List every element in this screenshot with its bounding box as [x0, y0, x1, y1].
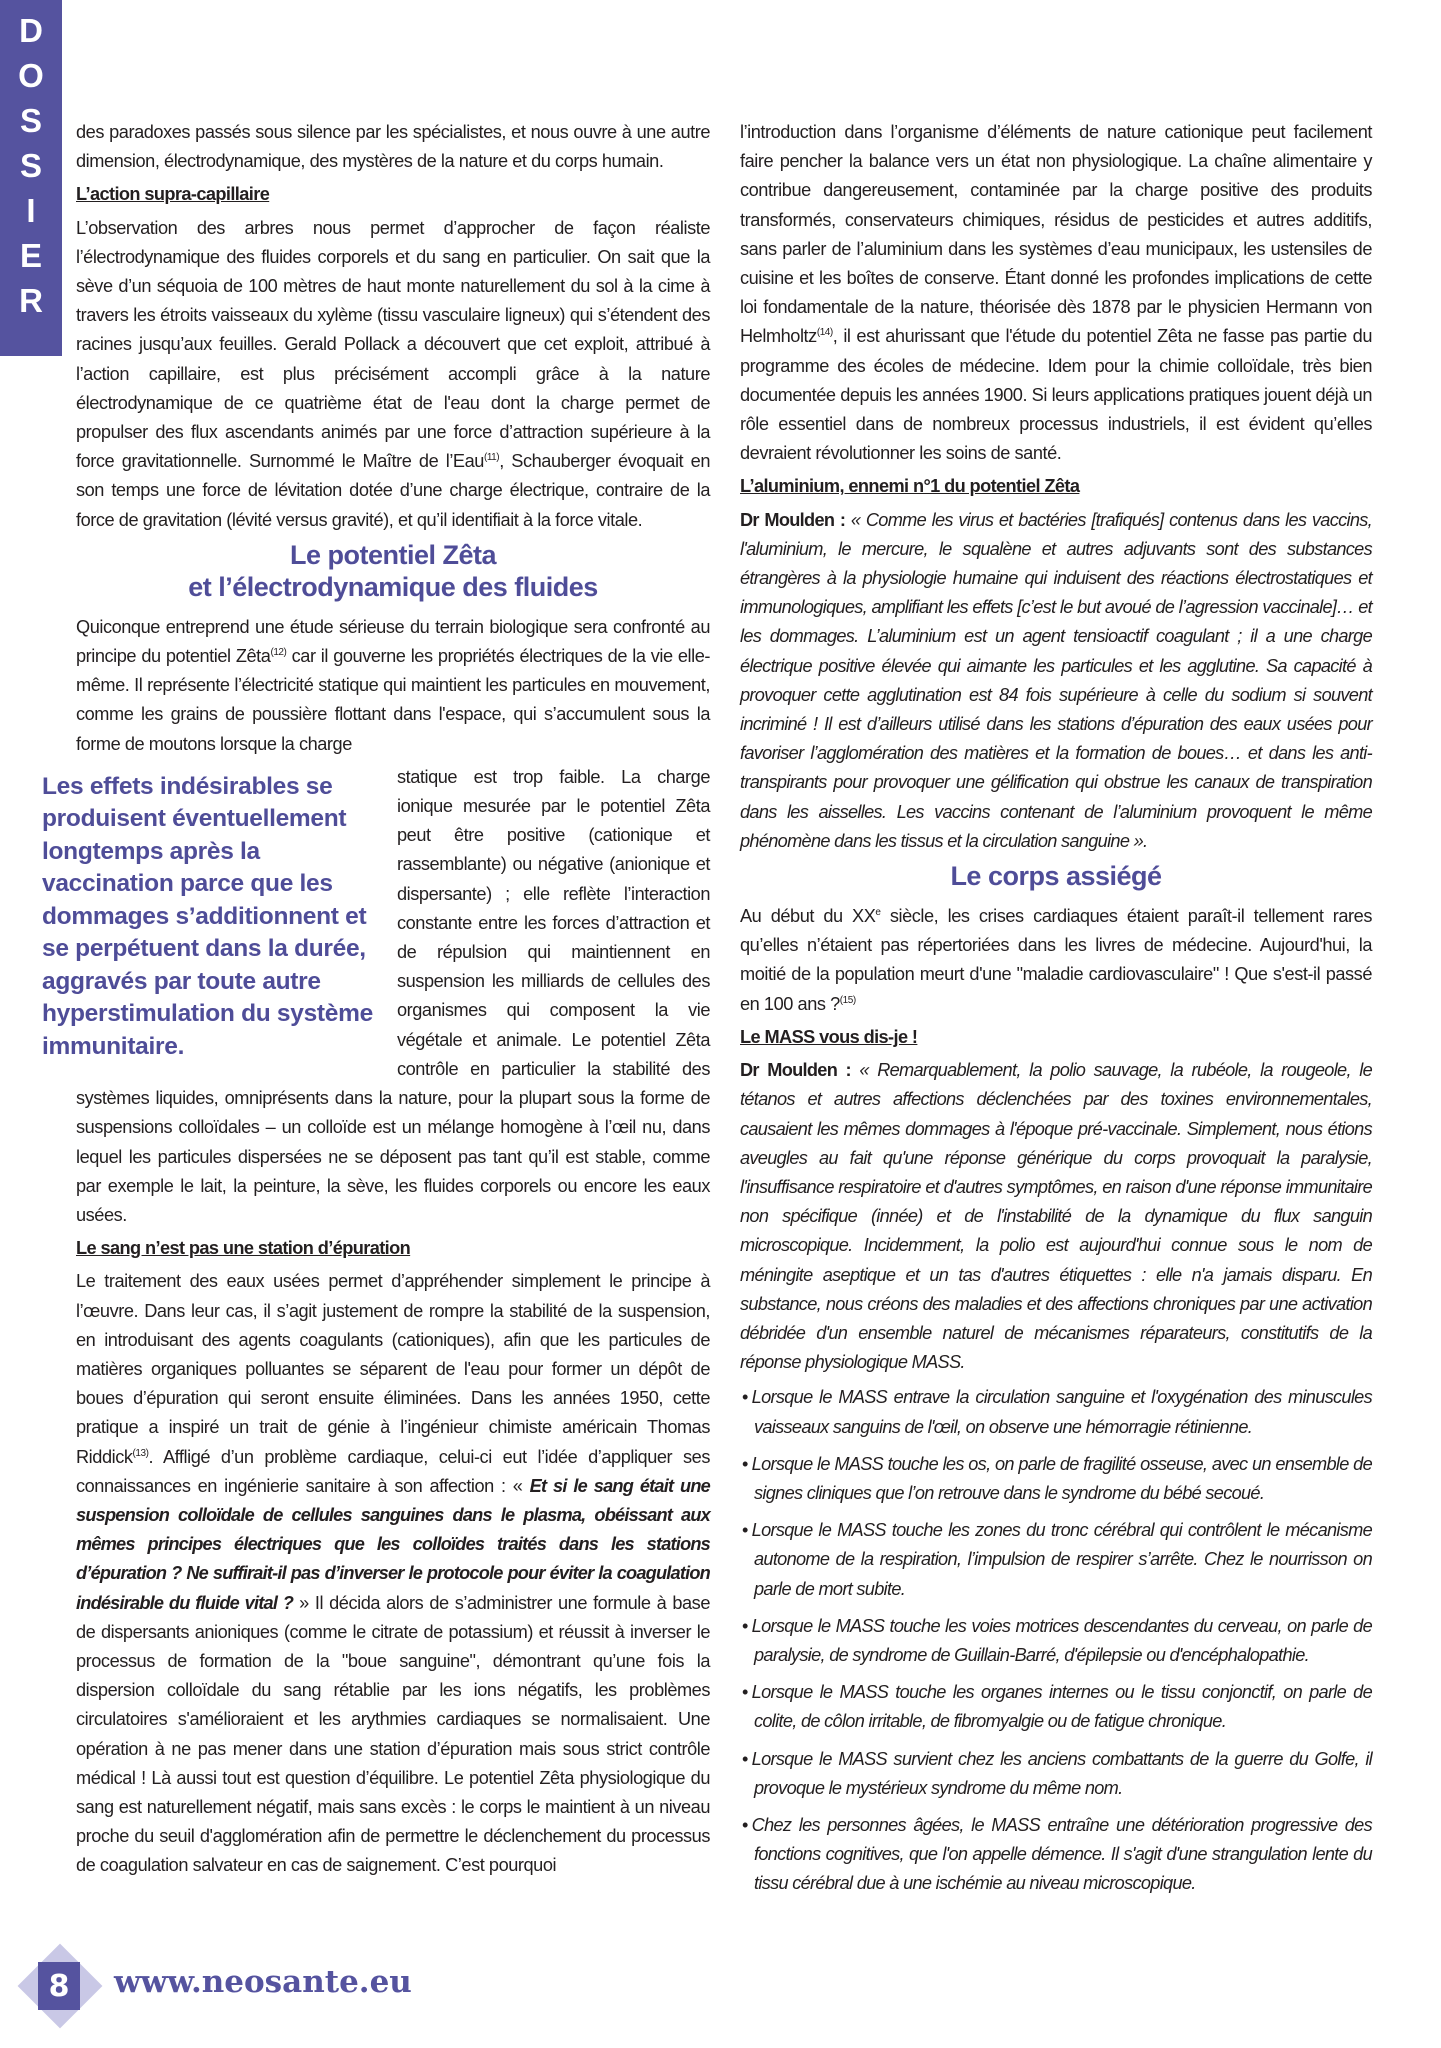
- page-number: 8: [38, 1962, 80, 2010]
- side-tab-letter: E: [19, 237, 42, 274]
- paragraph-cationique: l’introduction dans l’organisme d’éléments de nature cationique peut facilement faire pencher la balance vers un état non physiologique. La chaîne alimentaire y contribue dangereusement, contaminée par la charge positive des produits transformés, conservateurs chimiques, résidus de pesticides et autres additifs, sans parler de l’aluminium dans les systèmes d’eau municipaux, les ustensiles de cuisine et les boîtes de conserve. Étant donné les profondes implications de cette loi fondamentale de la nature, théorisée dès 1878 par le physicien Hermann von Helmholtz$^{(14)}$, il est ahurissant que l'étude du potentiel Zêta ne fasse pas partie du programme des écoles de médecine. Idem pour la chimie colloïdale, très bien documentée depuis les années 1900. Si leurs applications pratiques jouent déjà un rôle essentiel dans de nombreux processus industriels, il est évident qu’elles devraient révolutionner les soins de santé.: [740, 122, 1372, 464]
- page-footer: [26, 1950, 446, 2030]
- list-item: • Chez les personnes âgées, le MASS entraîne une détérioration progressive des fonctions cognitives, que l'on appelle démence. Il s'agit d'une strangulation lente du tissu cérébral due à une ischémie au niveau microscopique.: [740, 1811, 1372, 1899]
- side-tab-letter: R: [19, 282, 43, 319]
- right-column: [740, 118, 1372, 1907]
- footnote-ref: (13): [132, 1447, 149, 1459]
- list-item: • Lorsque le MASS touche les voies motrices descendantes du cerveau, on parle de paralysie, de syndrome de Guillain-Barré, d'épilepsie ou d'encéphalopathie.: [740, 1612, 1372, 1670]
- footnote-ref: (12): [270, 647, 287, 659]
- intro-paragraph: des paradoxes passés sous silence par les spécialistes, et nous ouvre à une autre dimension, électrodynamique, des mystères de la nature et du corps humain.: [76, 122, 710, 172]
- list-item: • Lorsque le MASS touche les zones du tronc cérébral qui contrôlent le mécanisme autonome de la respiration, l’impulsion de respirer s’arrête. Chez le nourrisson on parle de mort subite.: [740, 1516, 1372, 1604]
- side-tab-letter: D: [19, 12, 43, 49]
- pull-quote: Les effets indésirables se produisent éventuellement longtemps après la vaccination parce que les dommages s’additionnent et se perpétuent dans la durée, aggravés par toute autre hyperstimulation du système immunitaire.: [42, 772, 373, 1060]
- footnote-ref: (14): [816, 327, 833, 339]
- section-title-corps-assiege: Le corps assiégé: [950, 861, 1162, 892]
- list-item: • Lorsque le MASS touche les organes internes ou le tissu conjonctif, on parle de colite, de côlon irritable, de fibromyalgie ou de fatigue chronique.: [740, 1678, 1372, 1736]
- list-item: • Lorsque le MASS touche les os, on parle de fragilité osseuse, avec un ensemble de signes cliniques que l’on retrouve dans le syndrome du bébé secoué.: [740, 1450, 1372, 1508]
- side-tab-letter: I: [26, 192, 36, 229]
- paragraph-crises-cardiaques: Au début du XXe siècle, les crises cardiaques étaient paraît-il tellement rares qu’elles n’étaient pas répertoriées dans les livres de médecine. Aujourd'hui, la moitié de la population meurt d'une "maladie cardiovasculaire" ! Que s'est-il passé en 100 ans ?$^{(15)}$: [740, 906, 1372, 1014]
- subhead-action-supra-capillaire: L’action supra-capillaire: [76, 184, 270, 205]
- website-link[interactable]: www.neosante.eu: [114, 1964, 412, 2000]
- moulden-quote-mass: Dr Moulden : « Remarquablement, la polio sauvage, la rubéole, la rougeole, le tétanos et autres affections déclenchées par des toxines environnementales, causaient les mêmes dommages à l'époque pré-vaccinale. Simplement, nous étions aveugles au fait qu'une réponse générique du corps provoquait la paralysie, l'insuffisance respiratoire et d'autres symptômes, en raison d'une réponse immunitaire non spécifique (innée) et de l'instabilité de la dynamique du flux sanguin microscopique. Incidemment, la polio est aujourd'hui connue sous le nom de méningite aseptique et un tas d'autres étiquettes : elle n'a jamais disparu. En substance, nous créons des maladies et des affections chroniques par une activation débridée d'un ensemble naturel de mécanismes réparateurs, constitutifs de la réponse physiologique MASS.: [740, 1060, 1372, 1373]
- paragraph-zeta-intro: Quiconque entreprend une étude sérieuse du terrain biologique sera confronté au principe du potentiel Zêta$^{(12)}$ car il gouverne les propriétés électriques de la vie elle-même. Il représente l’électricité statique qui maintient les particules en mouvement, comme les grains de poussière flottant dans l'espace, qui s’accumulent sous la forme de moutons lorsque la charge: [76, 616, 710, 754]
- list-item: • Lorsque le MASS survient chez les anciens combattants de la guerre du Golfe, il provoque le mystérieux syndrome du même nom.: [740, 1745, 1372, 1803]
- riddick-quote: Et si le sang était une suspension colloïdale de cellules sanguines dans le plasma, obéissant aux mêmes principes électriques que les colloïdes traités dans les stations d’épuration ? Ne suffirait-il pas d’inverser le protocole pour éviter la coagulation indésirable du fluide vital ?: [76, 1475, 710, 1613]
- footnote-ref: (15): [839, 994, 856, 1006]
- left-column: [42, 118, 710, 1885]
- side-tab-letter: S: [19, 147, 42, 184]
- side-tab-letter: O: [18, 57, 44, 94]
- speaker-label: Dr Moulden :: [740, 1060, 860, 1081]
- moulden-quote-aluminium: Dr Moulden : « Comme les virus et bactéries [trafiqués] contenus dans les vaccins, l'aluminium, le mercure, le squalène et autres adjuvants sont des substances étrangères à la physiologie humaine qui induisent des réactions électrostatiques et immunologiques, amplifiant les effets [c’est le but avoué de l’agression vaccinale]… et les dommages. L’aluminium est un agent tensioactif coagulant ; il a une charge électrique positive élevée qui aimante les particules et les agglutine. Sa capacité à provoquer cette agglutination est 84 fois supérieure à celle du sodium si souvent incriminé ! Il est d’ailleurs utilisé dans les stations d’épuration des eaux usées pour favoriser l’agglomération des matières et la formation de boues… et dans les anti-transpirants pour provoquer une gélification qui obstrue les canaux de transpiration dans les aisselles. Les vaccins contenant de l’aluminium provoquent le même phénomène dans les tissus et la circulation sanguine ».: [740, 509, 1372, 851]
- subhead-mass: Le MASS vous dis-je !: [740, 1026, 918, 1047]
- mass-bullet-list: [740, 1383, 1372, 1898]
- paragraph-arbres: L’observation des arbres nous permet d’approcher de façon réaliste l’électrodynamique des fluides corporels et du sang en particulier. On sait que la sève d’un séquoia de 100 mètres de haut monte naturellement du sol à la cime à travers les étroits vaisseaux du xylème (tissu vasculaire ligneux) qui s’étendent des racines jusqu’aux feuilles. Gerald Pollack a découvert que cet exploit, attribué à l’action capillaire, est plus précisément accompli grâce à la nature électrodynamique de ce quatrième état de l'eau dont la charge permet de propulser des flux ascendants animés par une force d’attraction supérieure à la force gravitationnelle. Surnommé le Maître de l’Eau$^{(11)}$, Schauberger évoquait en son temps une force de lévitation dotée d’une charge électrique, contraire de la force de gravitation (lévité versus gravité), et qu’il identifiait à la force vitale.: [76, 217, 710, 530]
- list-item: • Lorsque le MASS entrave la circulation sanguine et l'oxygénation des minuscules vaisseaux sanguins de l'œil, on observe une hémorragie rétinienne.: [740, 1383, 1372, 1441]
- footnote-ref: (11): [483, 452, 500, 464]
- paragraph-riddick: Le traitement des eaux usées permet d’appréhender simplement le principe à l’œuvre. Dans leur cas, il s’agit justement de rompre la stabilité de la suspension, en introduisant des agents coagulants (cationiques), afin que les particules de matières organiques polluantes se séparent de l'eau pour former un dépôt de boues d’épuration qui seront ensuite éliminées. Dans les années 1950, cette pratique a inspiré un trait de génie à l’ingénieur chimiste américain Thomas Riddick$^{(13)}$. Affligé d’un problème cardiaque, celui-ci eut l’idée d’appliquer ses connaissances en ingénierie sanitaire à son affection : « Et si le sang était une suspension colloïdale de cellules sanguines dans le plasma, obéissant aux mêmes principes électriques que les colloïdes traités dans les stations d’épuration ? Ne suffirait-il pas d’inverser le protocole pour éviter la coagulation indésirable du fluide vital ? » Il décida alors de s’administrer une formule à base de dispersants anioniques (comme le citrate de potassium) et réussit à inverser le processus de formation de la "boue sanguine", démontrant qu’une fois la dispersion colloïdale du sang rétablie par les ions négatifs, les problèmes circulatoires s'amélioraient et les arythmies cardiaques se normalisaient. Une opération à ne pas mener dans une station d’épuration mais sous strict contrôle médical ! Là aussi tout est question d’équilibre. Le potentiel Zêta physiologique du sang est naturellement négatif, mais sans excès : le corps le maintient à un niveau proche du seuil d'agglomération afin de permettre le déclenchement du processus de coagulation salvateur en cas de saignement. C’est pourquoi: [76, 1271, 710, 1876]
- speaker-label: Dr Moulden :: [740, 509, 851, 530]
- side-tab-letter: S: [19, 102, 42, 139]
- subhead-sang-station-epuration: Le sang n’est pas une station d’épuration: [76, 1238, 411, 1259]
- subhead-aluminium: L’aluminium, ennemi n°1 du potentiel Zêta: [740, 476, 1080, 497]
- section-title-potentiel-zeta: Le potentiel Zêta et l’électrodynamique des fluides: [188, 539, 598, 602]
- paragraph-charge-ionique: statique est trop faible. La charge ionique mesurée par le potentiel Zêta peut être positive (cationique et rassemblante) ou négative (anionique et dispersante) ; elle reflète l’interaction constante entre les forces d’attraction et de répulsion qui maintiennent en suspension les milliards de cellules des organismes qui composent la vie végétale et animale. Le potentiel Zêta contrôle en particulier la stabilité des systèmes liquides, omniprésents dans la nature, pour la plupart sous la forme de suspensions colloïdales – un colloïde est un mélange homogène à l’œil nu, dans lequel les particules dispersées ne se déposent pas tant qu’il est stable, comme par exemple le lait, la peinture, la sève, les fluides corporels ou encore les eaux usées.: [76, 766, 710, 1225]
- dossier-side-tab: [0, 0, 62, 356]
